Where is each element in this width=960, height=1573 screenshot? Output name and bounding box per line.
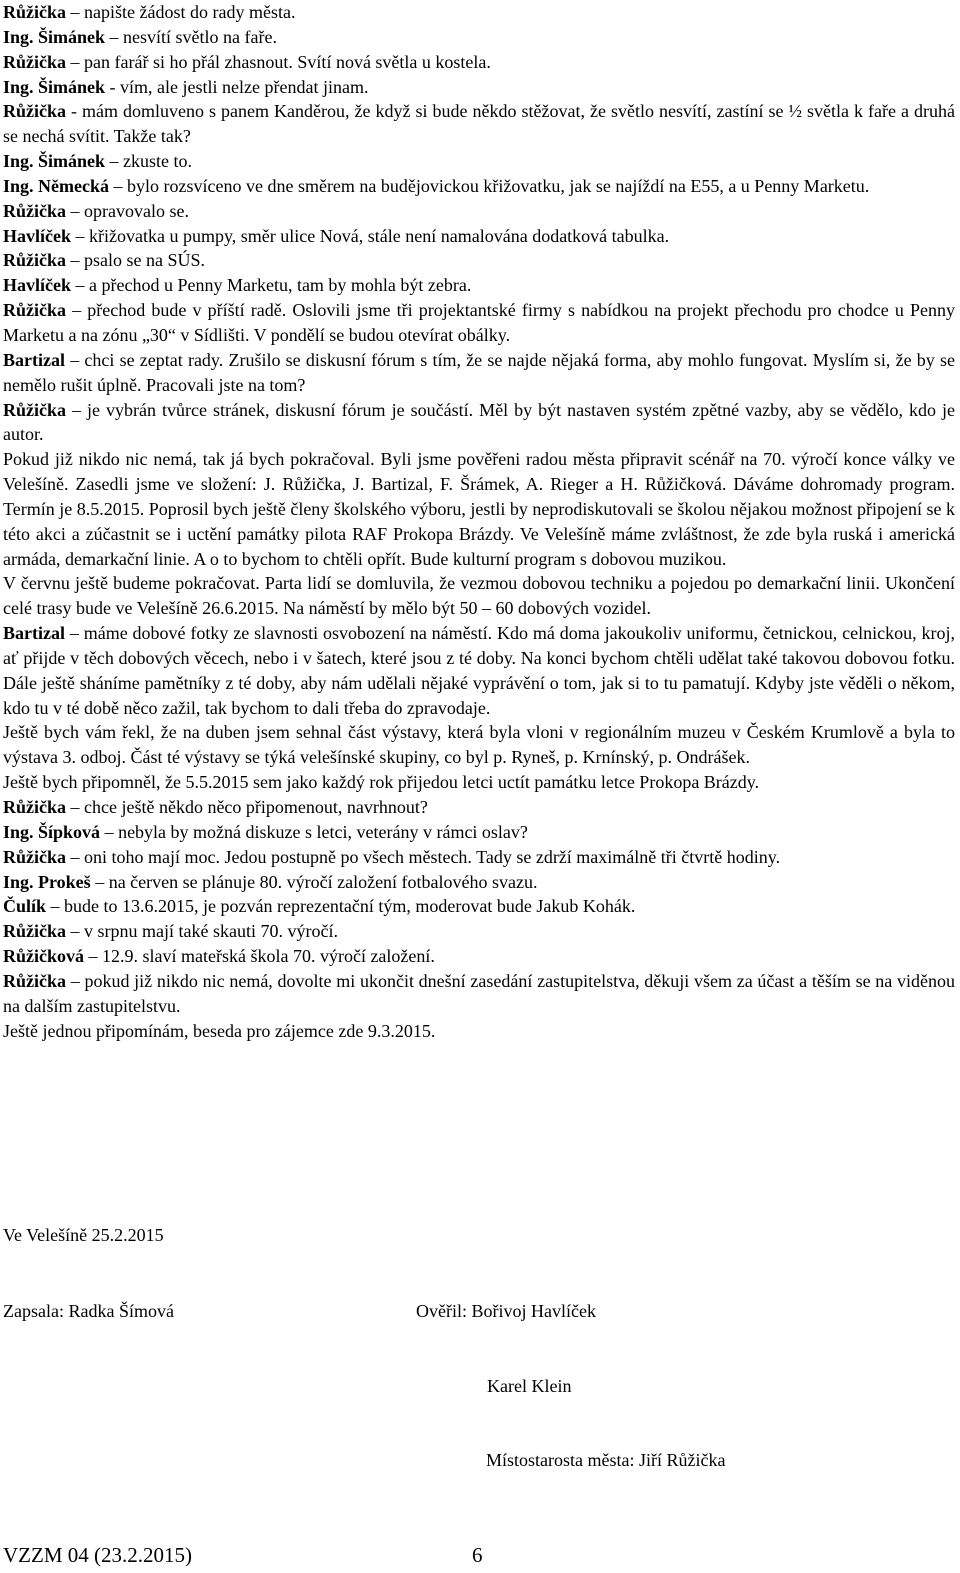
paragraph: [3, 50, 955, 75]
speaker-name: Ing. Šimánek: [3, 151, 106, 172]
place-and-date: Ve Velešíně 25.2.2015: [3, 1225, 164, 1245]
paragraph-text: – bylo rozsvíceno ve dne směrem na budějovickou křižovatku, jak se najíždí na E55, a u Penny Marketu.: [109, 175, 870, 196]
speaker-name: Růžičková: [3, 946, 84, 967]
paragraph-text: – bude to 13.6.2015, je pozván reprezentační tým, moderovat bude Jakub Kohák.: [46, 896, 636, 917]
paragraph: [3, 348, 955, 398]
paragraph: [3, 1019, 955, 1044]
paragraph-text: – 12.9. slaví mateřská škola 70. výročí založení.: [84, 946, 435, 967]
speaker-name: Růžička: [3, 399, 66, 420]
paragraph: [3, 149, 955, 174]
paragraph: [3, 720, 955, 770]
paragraph: [3, 944, 955, 969]
paragraph-text: Ještě bych vám řekl, že na duben jsem sehnal část výstavy, která byla vloni v regionálním muzeu v Českém Krumlově a byla to výstava 3. odboj. Část té výstavy se týká velešínské skupiny, co byl p. Ryneš, p. Krnínský, p. Ondrášek.: [3, 722, 955, 768]
speaker-name: Havlíček: [3, 275, 71, 296]
paragraph-text: – chci se zeptat rady. Zrušilo se diskusní fórum s tím, že se najde nějaká forma, aby mohlo fungovat. Myslím si, že by se nemělo rušit úplně. Pracovali jste na tom?: [3, 349, 955, 395]
speaker-name: Ing. Šípková: [3, 821, 101, 842]
speaker-name: Růžička: [3, 51, 66, 72]
paragraph: [3, 174, 955, 199]
paragraph-text: – máme dobové fotky ze slavnosti osvobození na náměstí. Kdo má doma jakoukoliv uniformu, četnickou, celnickou, kroj, ať přijde v těch dobových věcech, nebo i v šatech, které jsou z té doby. Na konci bychom chtěli udělat také takovou dobovou fotku. Dále ještě sháníme pamětníky z té doby, aby nám udělali nějaké vyprávění o tom, jak si to tu pamatují. Kdyby jste věděli o někom, kdo tu v té době něco zažil, tak bychom to dali třeba do zpravodaje.: [3, 623, 955, 718]
minutes-body: [3, 0, 955, 1043]
paragraph: [3, 621, 955, 720]
paragraph-text: Ještě bych připomněl, že 5.5.2015 sem jako každý rok přijedou letci uctít památku letce Prokopa Brázdy.: [3, 772, 760, 793]
paragraph: [3, 969, 955, 1019]
speaker-name: Růžička: [3, 797, 66, 817]
page-number: 6: [472, 1543, 483, 1567]
paragraph: [3, 298, 955, 348]
paragraph-text: - vím, ale jestli nelze přendat jinam.: [105, 76, 369, 97]
paragraph: [3, 25, 955, 50]
speaker-name: Růžička: [3, 300, 66, 321]
speaker-name: Růžička: [3, 921, 66, 942]
paragraph-text: – pokud již nikdo nic nemá, dovolte mi ukončit dnešní zasedání zastupitelstva, děkuji všem za účast a těším se na viděnou na dalším zastupitelstvu.: [3, 970, 955, 1016]
speaker-name: Růžička: [3, 101, 66, 122]
speaker-name: Růžička: [3, 200, 66, 221]
paragraph: [3, 919, 955, 944]
speaker-name: Bartizal: [3, 349, 65, 370]
paragraph-text: – psalo se na SÚS.: [66, 250, 205, 271]
speaker-name: Růžička: [3, 250, 66, 271]
paragraph: [3, 224, 955, 249]
paragraph-text: – na červen se plánuje 80. výročí založení fotbalového svazu.: [90, 871, 538, 892]
paragraph: [3, 571, 955, 621]
paragraph: [3, 248, 955, 273]
speaker-name: Havlíček: [3, 225, 71, 246]
paragraph-text: Ještě jednou připomínám, beseda pro zájemce zde 9.3.2015.: [3, 1020, 436, 1041]
paragraph: [3, 99, 955, 149]
speaker-name: Čulík: [3, 896, 47, 917]
paragraph: [3, 398, 955, 448]
paragraph: [3, 447, 955, 571]
paragraph-text: - mám domluveno s panem Kanděrou, že když si bude někdo stěžovat, že světlo nesvítí, zastíní se ½ světla k faře a druhá se nechá svítit. Takže tak?: [3, 101, 955, 147]
paragraph-text: – v srpnu mají také skauti 70. výročí.: [66, 921, 338, 942]
paragraph-text: – je vybrán tvůrce stránek, diskusní fórum je součástí. Měl by být nastaven systém zpětné vazby, aby se vědělo, kdo je autor.: [3, 399, 955, 445]
paragraph-text: – zkuste to.: [105, 151, 193, 172]
paragraph-text: Pokud již nikdo nic nemá, tak já bych pokračoval. Byli jsme pověřeni radou města připravit scénář na 70. výročí konce války ve Velešíně. Zasedli jsme ve složení: J. Růžička, J. Bartizal, F. Šrámek, A. Rieger a H. Růžičková. Dáváme dohromady program. Termín je 8.5.2015. Poprosil bych ještě členy školského výboru, jestli by neprodiskutovali se školou nějakou možnost připojení se k této akci a zúčastnit se i uctění památky pilota RAF Prokopa Brázdy. Ve Velešíně máme zvláštnost, že zde byla ruská i americká armáda, demarkační linie. A o to bychom to chtěli opřít. Bude kulturní program s dobovou muzikou.: [3, 449, 955, 569]
speaker-name: Růžička: [3, 846, 66, 867]
paragraph: [3, 0, 955, 25]
paragraph-text: – přechod bude v příští radě. Oslovili jsme tři projektantské firmy s nabídkou na projekt přechodu pro chodce u Penny Marketu a na zónu „30“ v Sídlišti. V pondělí se budou otevírat obálky.: [3, 300, 955, 345]
paragraph-text: – nebyla by možná diskuze s letci, veterány v rámci oslav?: [100, 821, 528, 842]
speaker-name: Růžička: [3, 2, 66, 22]
paragraph: [3, 795, 955, 820]
paragraph-text: – napište žádost do rady města.: [66, 2, 296, 22]
speaker-name: Ing. Německá: [3, 175, 109, 196]
deputy-mayor: Místostarosta města: Jiří Růžička: [486, 1450, 726, 1470]
paragraph: [3, 845, 955, 870]
document-reference: VZZM 04 (23.2.2015): [3, 1543, 192, 1567]
paragraph-text: – křižovatka u pumpy, směr ulice Nová, stále není namalována dodatková tabulka.: [71, 225, 670, 246]
speaker-name: Ing. Šimánek: [3, 76, 106, 97]
second-verifier: Karel Klein: [487, 1376, 572, 1396]
paragraph: [3, 894, 955, 919]
paragraph-text: V červnu ještě budeme pokračovat. Parta lidí se domluvila, že vezmou dobovou techniku a pojedou po demarkační linii. Ukončení celé trasy bude ve Velešíně 26.6.2015. Na náměstí by mělo být 50 – 60 dobových vozidel.: [3, 573, 955, 619]
speaker-name: Růžička: [3, 970, 66, 991]
paragraph: [3, 273, 955, 298]
paragraph: [3, 199, 955, 224]
speaker-name: Ing. Šimánek: [3, 26, 106, 47]
paragraph-text: – oni toho mají moc. Jedou postupně po všech městech. Tady se zdrží maximálně tři čtvrtě hodiny.: [66, 846, 781, 867]
paragraph-text: – a přechod u Penny Marketu, tam by mohla být zebra.: [71, 275, 472, 296]
paragraph-text: – opravovalo se.: [66, 200, 189, 221]
paragraph: [3, 75, 955, 100]
verified-by: Ověřil: Bořivoj Havlíček: [416, 1301, 596, 1321]
paragraph: [3, 870, 955, 895]
paragraph-text: – chce ještě někdo něco připomenout, navrhnout?: [66, 797, 428, 817]
speaker-name: Bartizal: [3, 623, 65, 644]
paragraph: [3, 820, 955, 845]
paragraph-text: – nesvítí světlo na faře.: [105, 26, 277, 47]
recorded-by: Zapsala: Radka Šímová: [3, 1301, 174, 1321]
speaker-name: Ing. Prokeš: [3, 871, 91, 892]
paragraph-text: – pan farář si ho přál zhasnout. Svítí nová světla u kostela.: [66, 51, 491, 72]
paragraph: [3, 770, 955, 795]
